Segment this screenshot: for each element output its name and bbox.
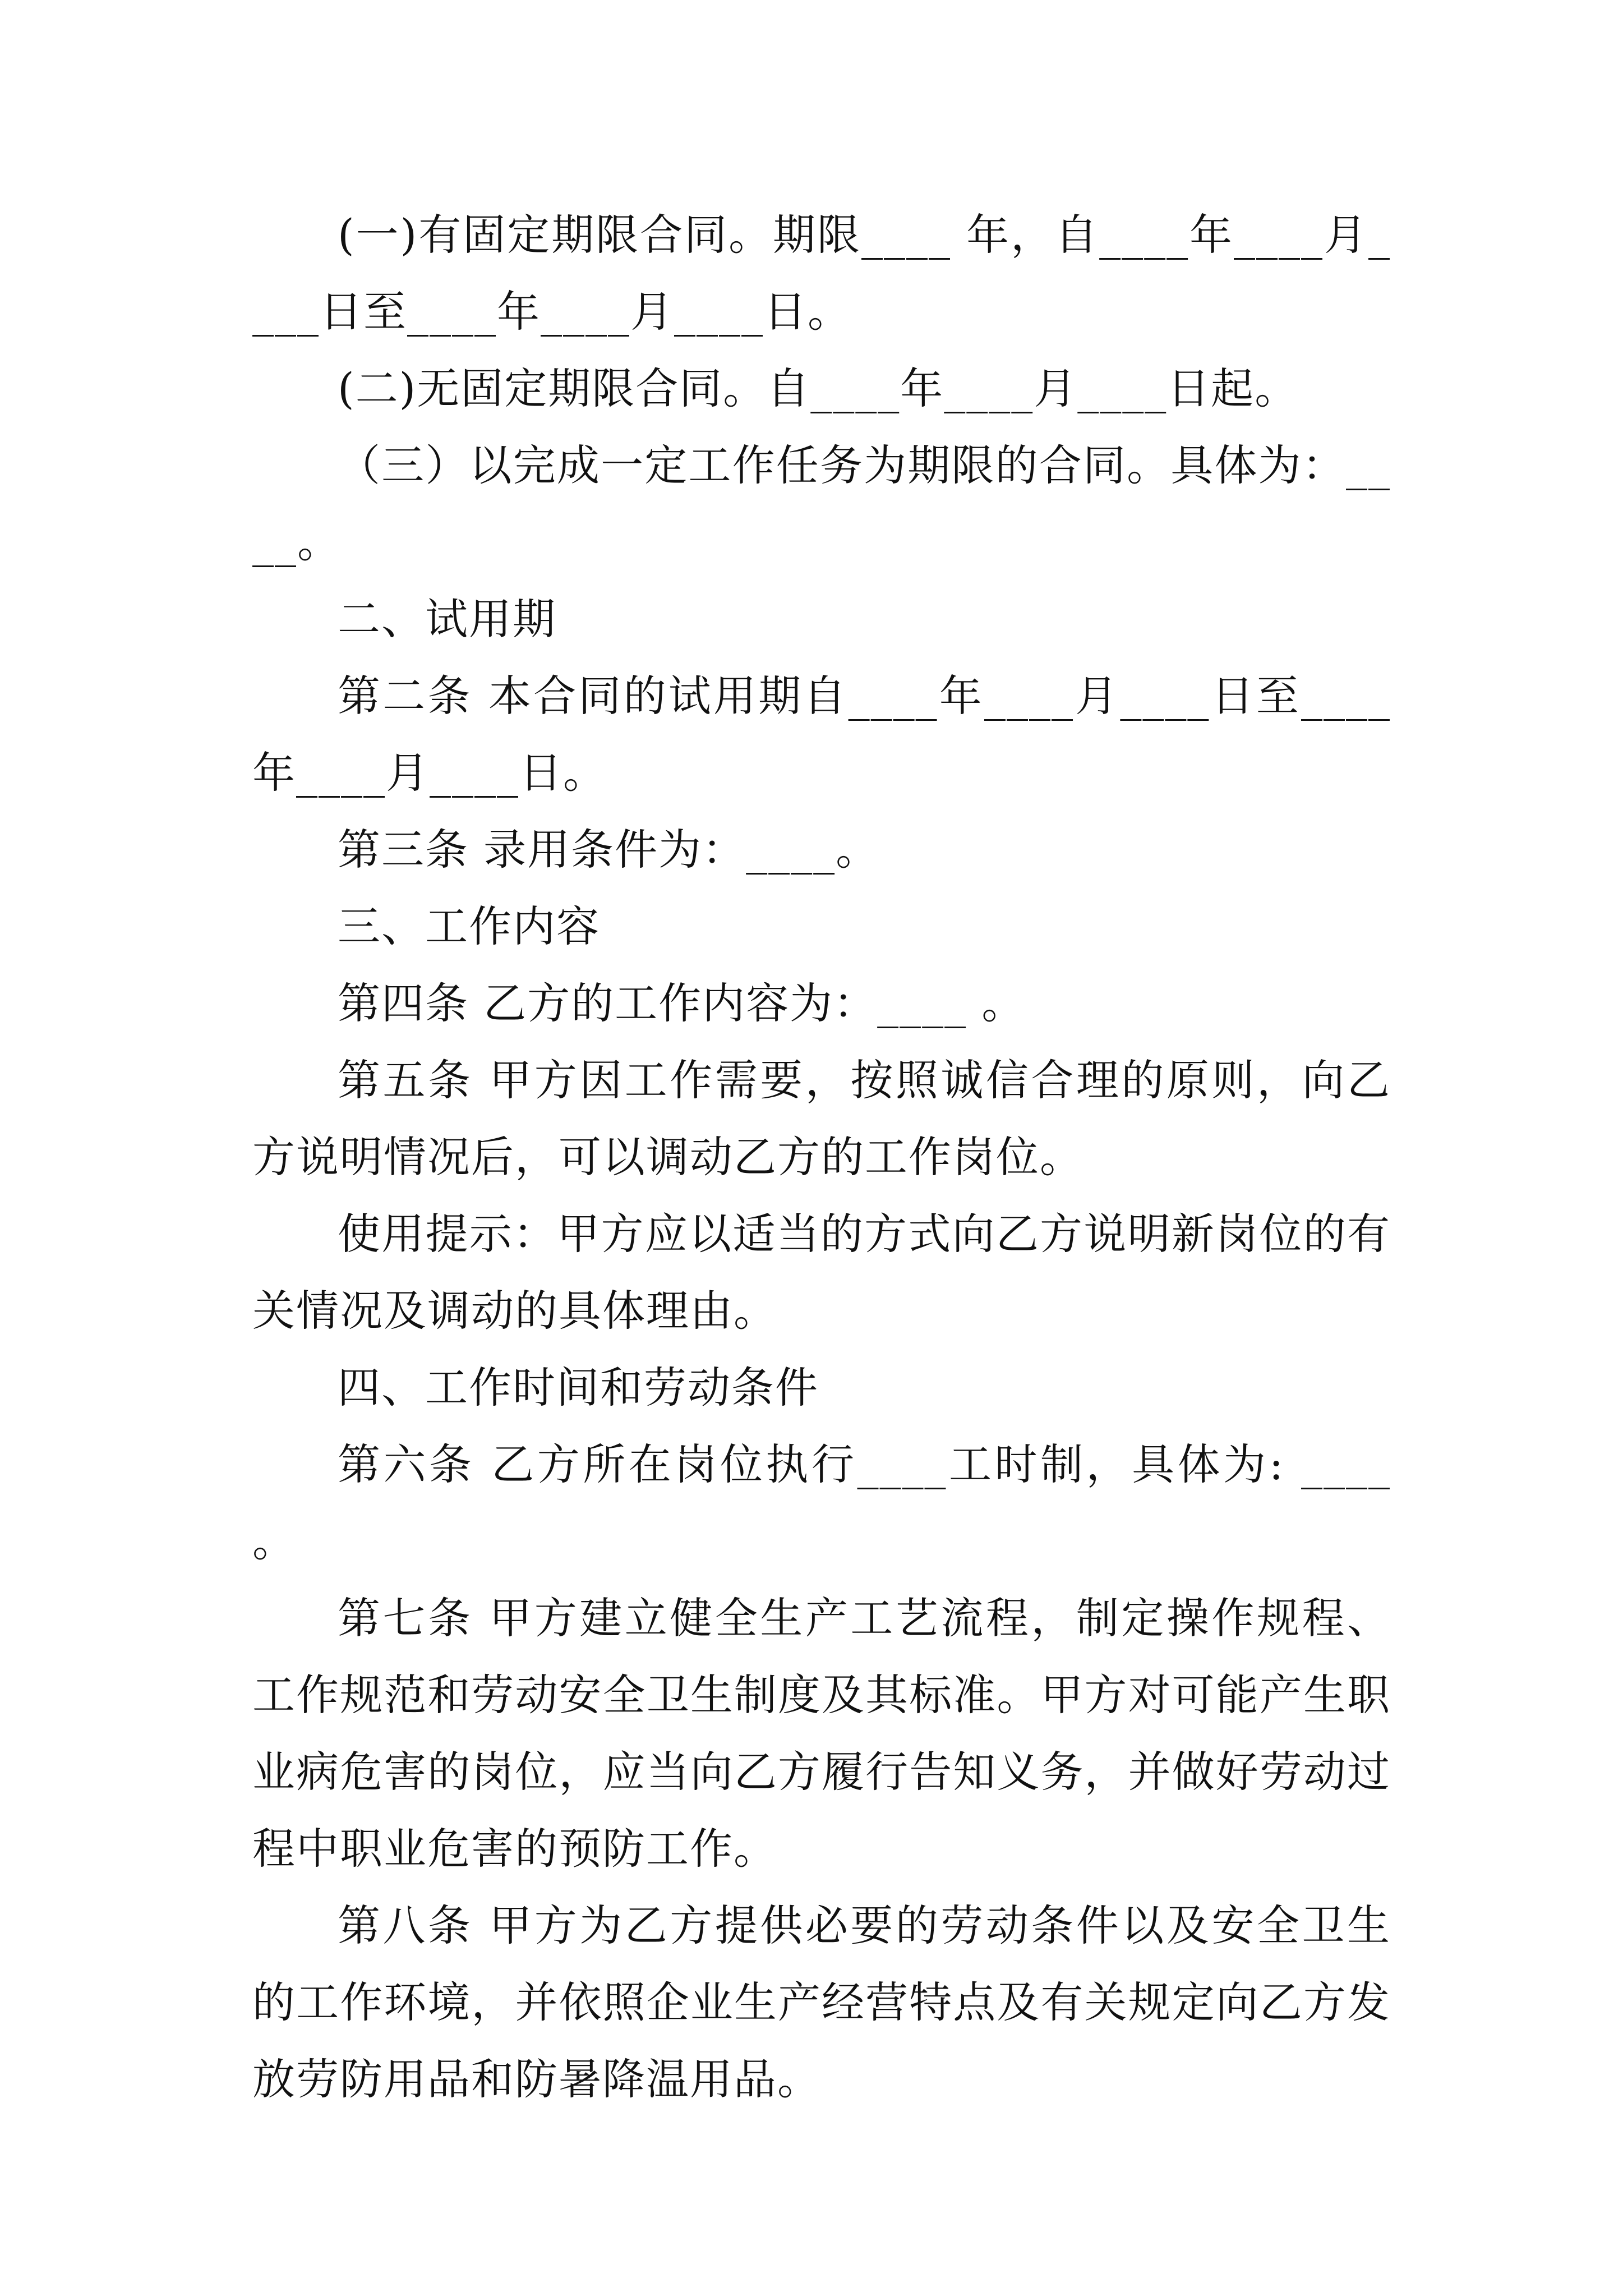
article-8: 第八条 甲方为乙方提供必要的劳动条件以及安全卫生的工作环境，并依照企业生产经营特点及有关规定向乙方发放劳防用品和防暑降温用品。 [252, 1901, 1391, 2104]
paragraph-fixed-term: (一)有固定期限合同。期限____ 年，自____年____月____日至____年____月____日。 [252, 210, 1391, 337]
article-2: 第二条 本合同的试用期自____年____月____日至____年____月____日。 [252, 671, 1391, 798]
section-heading-work-content: 三、工作内容 [338, 901, 600, 951]
section-heading-probation: 二、试用期 [338, 594, 556, 644]
article-3: 第三条 录用条件为：____。 [338, 825, 880, 875]
article-5: 第五条 甲方因工作需要，按照诚信合理的原则，向乙方说明情况后，可以调动乙方的工作岗位。 [252, 1055, 1391, 1182]
article-7: 第七条 甲方建立健全生产工艺流程，制定操作规程、工作规范和劳动安全卫生制度及其标准。甲方对可能产生职业病危害的岗位，应当向乙方履行告知义务，并做好劳动过程中职业危害的预防工作。 [252, 1593, 1391, 1874]
article-6: 第六条 乙方所在岗位执行____工时制，具体为: ____ 。 [252, 1439, 1391, 1566]
usage-tip: 使用提示：甲方应以适当的方式向乙方说明新岗位的有关情况及调动的具体理由。 [252, 1209, 1391, 1336]
document-body [252, 196, 1391, 2118]
paragraph-task-term: （三）以完成一定工作任务为期限的合同。具体为：____。 [252, 440, 1391, 567]
paragraph-open-term: (二)无固定期限合同。自____年____月____日起。 [338, 364, 1299, 413]
article-4: 第四条 乙方的工作内容为：____ 。 [338, 978, 1026, 1028]
section-heading-work-time: 四、工作时间和劳动条件 [338, 1363, 819, 1412]
